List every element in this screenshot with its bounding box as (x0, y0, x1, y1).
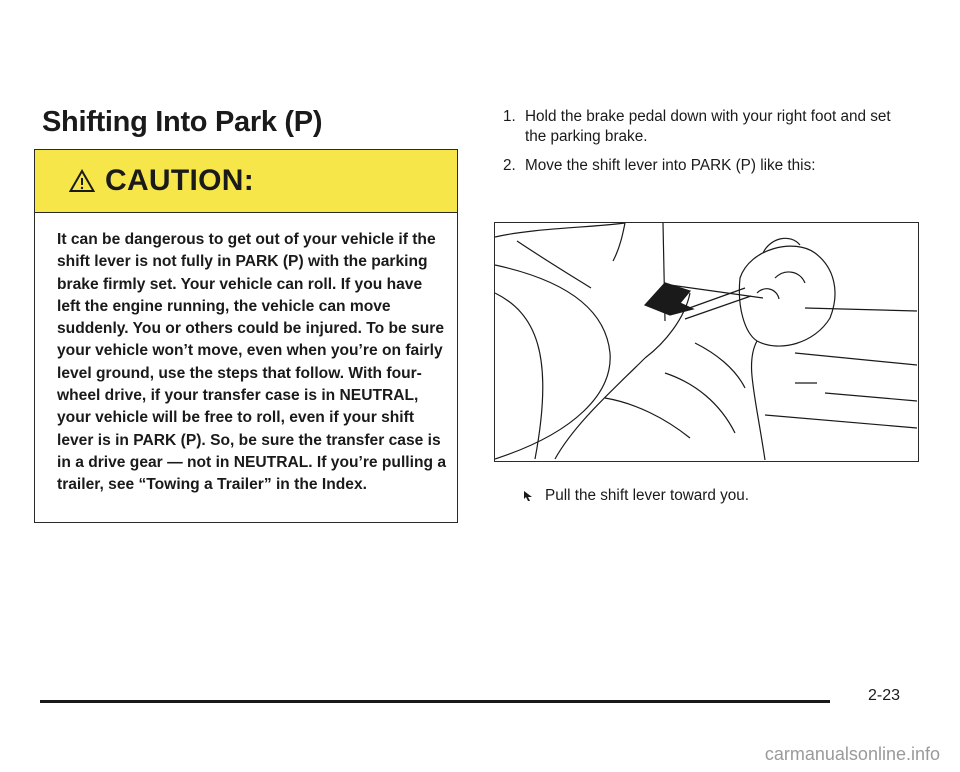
watermark: carmanualsonline.info (764, 744, 940, 764)
caution-header (35, 150, 457, 213)
footer-rule (40, 700, 830, 703)
page-title: Shifting Into Park (P) (42, 106, 323, 138)
step-text: Hold the brake pedal down with your right foot and set the parking brake. (525, 108, 891, 145)
caution-text: It can be dangerous to get out of your vehicle if the shift lever is not fully in PARK (P) with the parking brake firmly set. Your vehicle can roll. If you have left the engine running, the vehicle can move suddenly. You or others could be injured. To be sure your vehicle won’t move, even when you’re on fairly level ground, use the steps that follow. With four-wheel drive, if your transfer case is in NEUTRAL, your vehicle will be free to roll, even if your shift lever is in PARK (P). So, be sure the transfer case is in a drive gear — not in NEUTRAL. If you’re pulling a trailer, see “Towing a Trailer” in the Index. (57, 231, 447, 494)
caution-label: CAUTION: (105, 164, 255, 197)
step-number: 1. (503, 108, 516, 125)
warning-triangle-icon (69, 169, 95, 193)
steps-list (503, 107, 913, 185)
page-number: 2-23 (868, 687, 901, 704)
step-text: Move the shift lever into PARK (P) like this: (525, 157, 816, 174)
step-number: 2. (503, 157, 516, 174)
step-item (503, 156, 913, 176)
shift-lever-illustration (494, 222, 919, 462)
caution-box (34, 149, 458, 523)
bullet-item (523, 487, 749, 505)
bullet-text: Pull the shift lever toward you. (545, 487, 750, 504)
bullet-icon (523, 491, 533, 501)
step-item (503, 107, 913, 147)
